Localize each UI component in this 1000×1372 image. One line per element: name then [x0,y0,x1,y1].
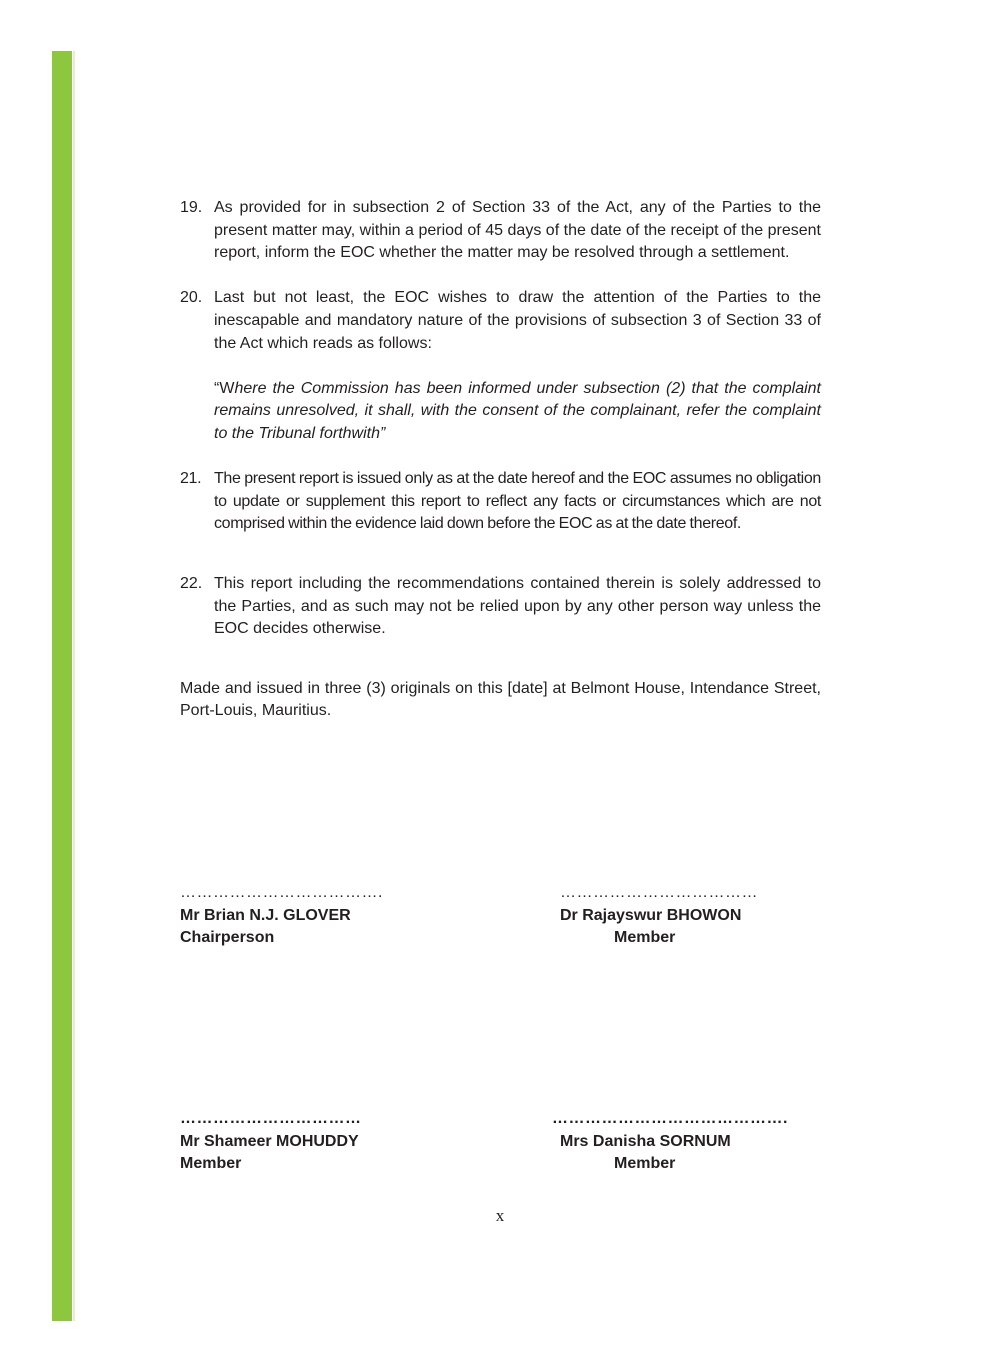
signatory-name: Mrs Danisha SORNUM [560,1132,731,1150]
paragraph-number: 20. [180,289,203,307]
paragraph-20 [180,287,821,355]
signature-block-member-mohuddy [180,1108,362,1176]
paragraph-19 [180,197,821,265]
paragraph-number: 21. [180,470,202,488]
paragraph-21 [180,468,821,536]
signatory-role: Member [614,1155,676,1173]
signatory-name: Mr Shameer MOHUDDY [180,1132,359,1150]
green-margin-bar [52,51,72,1321]
issued-statement: Made and issued in three (3) originals on this [date] at Belmont House, Intendance Street, Port-Louis, Mauritius. [180,679,821,720]
signatory-role: Member [614,929,676,947]
signature-line: ……………………………………. [552,1110,788,1127]
paragraph-22 [180,573,821,641]
signatory-name: Mr Brian N.J. GLOVER [180,906,351,924]
green-margin-edge [73,51,75,1321]
paragraph-text: This report including the recommendations contained therein is solely addressed to the Parties, and as such may not be relied upon by any other person way unless the EOC decides otherwise. [214,574,821,638]
signatory-name: Dr Rajayswur BHOWON [560,906,742,924]
signatory-role: Member [180,1155,242,1173]
signatory-role: Chairperson [180,929,275,947]
quote-text: here the Commission has been informed under subsection (2) that the complaint remains unresolved, it shall, with the consent of the complainant, refer the complaint to the Tribunal forthwith” [214,379,821,442]
paragraph-text: As provided for in subsection 2 of Section 33 of the Act, any of the Parties to the present matter may, within a period of 45 days of the date of the receipt of the present report, inform the EOC whether the matter may be resolved through a settlement. [214,199,821,262]
quoted-provision [180,378,821,446]
paragraph-number: 22. [180,574,203,592]
paragraph-text: The present report is issued only as at the date hereof and the EOC assumes no obligation to update or supplement this report to reflect any facts or circumstances which are not comprised within the evidence laid down before the EOC as at the date thereof. [214,470,821,533]
document-body [180,197,821,723]
paragraph-text: Last but not least, the EOC wishes to draw the attention of the Parties to the inescapable and mandatory nature of the provisions of subsection 3 of Section 33 of the Act which reads as follows: [214,289,821,352]
signature-block-chairperson [180,882,383,950]
quote-lead: “W [214,379,235,397]
signature-line: ……………………………… [560,884,758,901]
signature-line: ………………………………. [180,884,383,901]
signature-line: …………………………… [180,1110,362,1127]
page-number: x [495,1206,505,1225]
signature-block-member-bhowon [560,882,758,950]
paragraph-number: 19. [180,199,203,216]
signature-block-member-sornum [552,1108,788,1176]
